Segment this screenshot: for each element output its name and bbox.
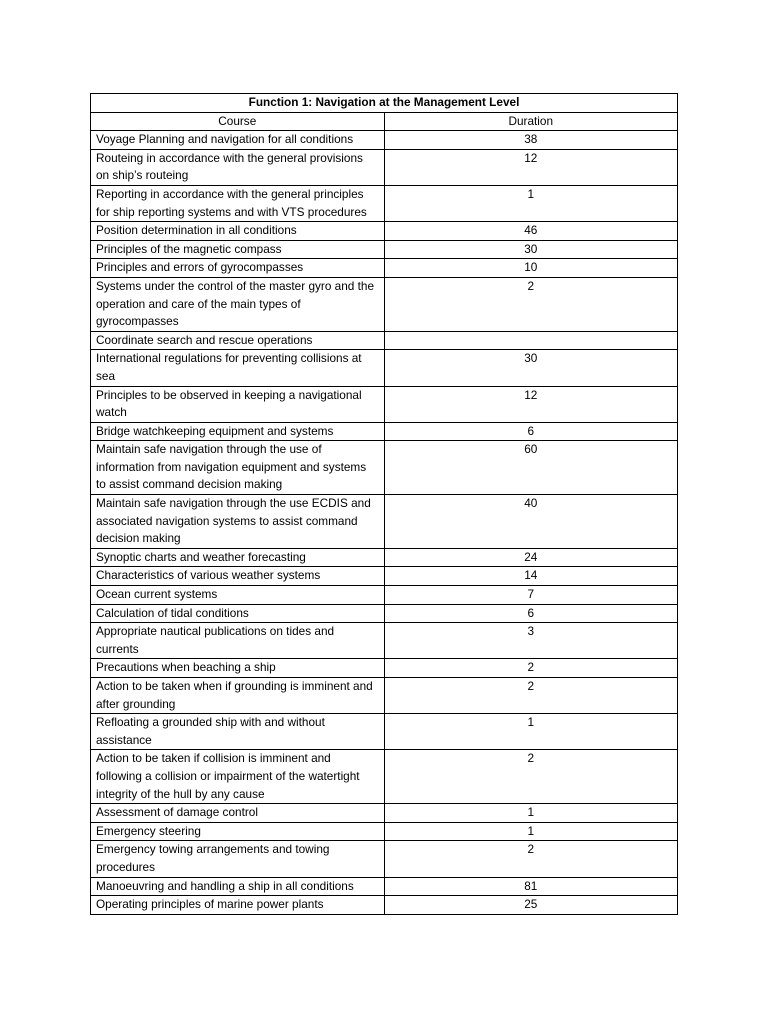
duration-cell: 1	[384, 822, 678, 841]
course-cell: Coordinate search and rescue operations	[91, 331, 385, 350]
table-row	[91, 604, 678, 623]
course-cell: Systems under the control of the master gyro and the operation and care of the main types of gyrocompasses	[91, 277, 385, 331]
course-cell: Bridge watchkeeping equipment and systems	[91, 422, 385, 441]
duration-cell: 6	[384, 422, 678, 441]
table-row	[91, 877, 678, 896]
course-cell: Maintain safe navigation through the use ECDIS and associated navigation systems to assist command decision making	[91, 495, 385, 549]
course-cell: Ocean current systems	[91, 586, 385, 605]
table-row	[91, 586, 678, 605]
table-row	[91, 422, 678, 441]
table-row	[91, 149, 678, 185]
duration-cell: 12	[384, 386, 678, 422]
course-cell: Voyage Planning and navigation for all conditions	[91, 131, 385, 150]
duration-cell: 10	[384, 259, 678, 278]
duration-cell: 30	[384, 240, 678, 259]
table-row	[91, 495, 678, 549]
table-row	[91, 185, 678, 221]
table-row	[91, 259, 678, 278]
table-row	[91, 804, 678, 823]
duration-cell: 2	[384, 678, 678, 714]
course-cell: Appropriate nautical publications on tides and currents	[91, 623, 385, 659]
table-header-row	[91, 112, 678, 131]
table-row	[91, 240, 678, 259]
duration-cell: 14	[384, 567, 678, 586]
course-cell: Manoeuvring and handling a ship in all conditions	[91, 877, 385, 896]
table-body	[91, 131, 678, 915]
document-page	[90, 93, 678, 915]
table-title: Function 1: Navigation at the Management Level	[91, 94, 678, 113]
course-cell: Principles and errors of gyrocompasses	[91, 259, 385, 278]
duration-cell: 6	[384, 604, 678, 623]
duration-cell: 25	[384, 896, 678, 915]
duration-cell: 2	[384, 659, 678, 678]
course-cell: Operating principles of marine power plants	[91, 896, 385, 915]
duration-cell: 3	[384, 623, 678, 659]
course-column-header: Course	[91, 112, 385, 131]
table-row	[91, 331, 678, 350]
course-cell: Characteristics of various weather systems	[91, 567, 385, 586]
course-cell: Reporting in accordance with the general principles for ship reporting systems and with VTS procedures	[91, 185, 385, 221]
course-cell: Precautions when beaching a ship	[91, 659, 385, 678]
duration-column-header: Duration	[384, 112, 678, 131]
course-cell: Action to be taken when if grounding is imminent and after grounding	[91, 678, 385, 714]
course-cell: Principles to be observed in keeping a navigational watch	[91, 386, 385, 422]
course-cell: Principles of the magnetic compass	[91, 240, 385, 259]
course-cell: Maintain safe navigation through the use of information from navigation equipment and systems to assist command decision making	[91, 441, 385, 495]
table-row	[91, 277, 678, 331]
duration-cell: 40	[384, 495, 678, 549]
course-cell: Assessment of damage control	[91, 804, 385, 823]
duration-cell: 12	[384, 149, 678, 185]
table-title-row	[91, 94, 678, 113]
course-cell: International regulations for preventing collisions at sea	[91, 350, 385, 386]
course-cell: Refloating a grounded ship with and without assistance	[91, 714, 385, 750]
course-cell: Position determination in all conditions	[91, 222, 385, 241]
table-row	[91, 750, 678, 804]
duration-cell: 46	[384, 222, 678, 241]
table-row	[91, 841, 678, 877]
table-row	[91, 714, 678, 750]
table-row	[91, 567, 678, 586]
table-row	[91, 131, 678, 150]
duration-cell: 1	[384, 185, 678, 221]
duration-cell: 1	[384, 714, 678, 750]
duration-cell: 2	[384, 750, 678, 804]
duration-cell: 24	[384, 548, 678, 567]
table-row	[91, 222, 678, 241]
course-cell: Routeing in accordance with the general provisions on ship’s routeing	[91, 149, 385, 185]
table-row	[91, 822, 678, 841]
table-row	[91, 441, 678, 495]
duration-cell: 30	[384, 350, 678, 386]
table-row	[91, 659, 678, 678]
table-row	[91, 623, 678, 659]
course-cell: Calculation of tidal conditions	[91, 604, 385, 623]
course-cell: Emergency steering	[91, 822, 385, 841]
table-row	[91, 350, 678, 386]
duration-cell: 7	[384, 586, 678, 605]
table-row	[91, 548, 678, 567]
table-row	[91, 678, 678, 714]
duration-cell: 38	[384, 131, 678, 150]
table-row	[91, 896, 678, 915]
course-cell: Action to be taken if collision is imminent and following a collision or impairment of the watertight integrity of the hull by any cause	[91, 750, 385, 804]
duration-cell: 1	[384, 804, 678, 823]
duration-cell: 60	[384, 441, 678, 495]
course-duration-table	[90, 93, 678, 915]
course-cell: Emergency towing arrangements and towing procedures	[91, 841, 385, 877]
table-row	[91, 386, 678, 422]
duration-cell: 2	[384, 277, 678, 331]
course-cell: Synoptic charts and weather forecasting	[91, 548, 385, 567]
duration-cell: 2	[384, 841, 678, 877]
duration-cell: 81	[384, 877, 678, 896]
duration-cell	[384, 331, 678, 350]
